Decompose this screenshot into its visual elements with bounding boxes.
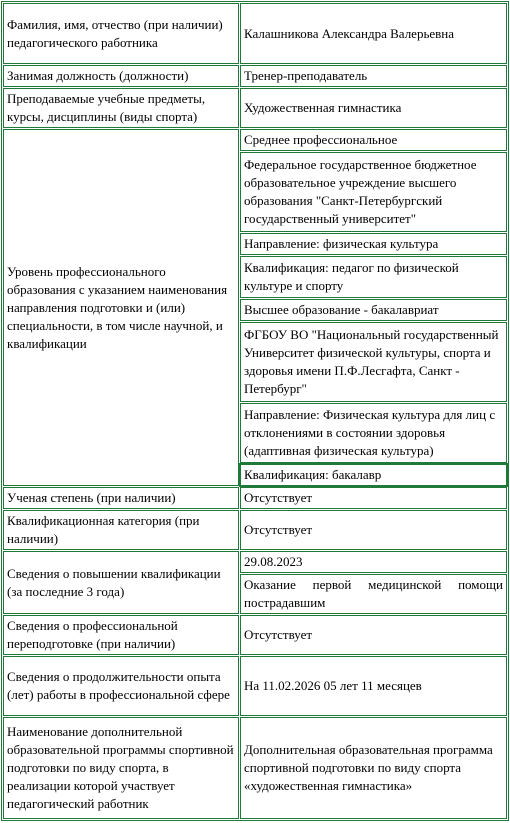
degree-value: Отсутствует (240, 487, 507, 509)
row-retraining (3, 615, 507, 655)
education-qualification-2: Квалификация: бакалавр (240, 464, 507, 486)
row-category (3, 510, 507, 550)
experience-label: Сведения о продолжительности опыта (лет) работы в профессиональной сфере (3, 656, 239, 716)
fio-value: Калашникова Александра Валерьевна (240, 3, 507, 64)
category-label: Квалификационная категория (при наличии) (3, 510, 239, 550)
program-label: Наименование дополнительной образовательной программы спортивной подготовки по виду спорта, в реализации которой участвует педагогический работник (3, 717, 239, 819)
category-value: Отсутствует (240, 510, 507, 550)
position-value: Тренер-преподаватель (240, 65, 507, 87)
training-date: 29.08.2023 (240, 551, 507, 573)
education-institution-spbu: Федеральное государственное бюджетное образовательное учреждение высшего образования "Санкт-Петербургский государственный университет" (240, 152, 507, 232)
experience-value: На 11.02.2026 05 лет 11 месяцев (240, 656, 507, 716)
row-training (3, 551, 507, 573)
position-label: Занимая должность (должности) (3, 65, 239, 87)
subjects-label: Преподаваемые учебные предметы, курсы, дисциплины (виды спорта) (3, 88, 239, 128)
row-subjects (3, 88, 507, 128)
row-experience (3, 656, 507, 716)
row-education (3, 129, 507, 151)
fio-label: Фамилия, имя, отчество (при наличии) педагогического работника (3, 3, 239, 64)
education-institution-lesgaft: ФГБОУ ВО "Национальный государственный Университет физической культуры, спорта и здоровья имени П.Ф.Лесгафта, Санкт - Петербург" (240, 322, 507, 402)
training-label: Сведения о повышении квалификации (за последние 3 года) (3, 551, 239, 614)
education-direction-2: Направление: Физическая культура для лиц с отклонениями в состоянии здоровья (адаптивная физическая культура) (240, 403, 507, 463)
row-degree (3, 487, 507, 509)
row-program (3, 717, 507, 819)
training-course: Оказание первой медицинской помощи пострадавшим (240, 574, 507, 614)
education-qualification-1: Квалификация: педагог по физической культуре и спорту (240, 256, 507, 298)
degree-label: Ученая степень (при наличии) (3, 487, 239, 509)
retraining-label: Сведения о профессиональной переподготовке (при наличии) (3, 615, 239, 655)
program-value: Дополнительная образовательная программа спортивной подготовки по виду спорта «художественная гимнастика» (240, 717, 507, 819)
education-level-secondary: Среднее профессиональное (240, 129, 507, 151)
education-label: Уровень профессионального образования с указанием наименования направления подготовки и (или) специальности, в том числе научной, и квалификации (3, 129, 239, 486)
teacher-info-table (1, 1, 509, 821)
row-position (3, 65, 507, 87)
subjects-value: Художественная гимнастика (240, 88, 507, 128)
education-direction-1: Направление: физическая культура (240, 233, 507, 255)
row-fio (3, 3, 507, 64)
education-level-bachelor: Высшее образование - бакалавриат (240, 299, 507, 321)
retraining-value: Отсутствует (240, 615, 507, 655)
